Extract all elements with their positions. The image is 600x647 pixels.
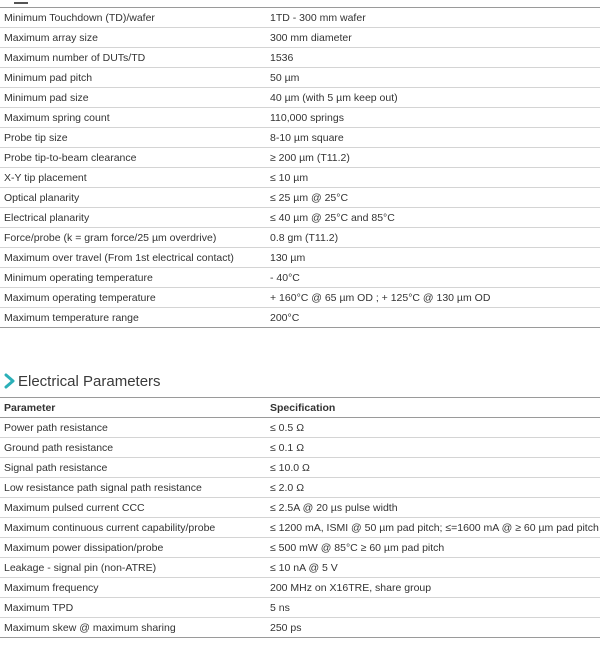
mechanical-parameters-body	[0, 8, 600, 328]
specification-cell: 300 mm diameter	[266, 28, 600, 48]
chevron-right-icon	[3, 373, 16, 389]
table-row	[0, 108, 600, 128]
table-header-row	[0, 398, 600, 418]
mechanical-parameters-table	[0, 7, 600, 328]
specification-cell: ≤ 10 nA @ 5 V	[266, 558, 600, 578]
table-row	[0, 48, 600, 68]
specification-cell: 110,000 springs	[266, 108, 600, 128]
parameter-cell: Power path resistance	[0, 418, 266, 438]
parameter-cell: Low resistance path signal path resistance	[0, 478, 266, 498]
specification-cell: ≤ 0.1 Ω	[266, 438, 600, 458]
specification-cell: ≤ 10 µm	[266, 168, 600, 188]
table-row	[0, 498, 600, 518]
parameter-cell: Leakage - signal pin (non-ATRE)	[0, 558, 266, 578]
specification-cell: ≤ 40 µm @ 25°C and 85°C	[266, 208, 600, 228]
specification-cell: ≤ 25 µm @ 25°C	[266, 188, 600, 208]
parameter-cell: Signal path resistance	[0, 458, 266, 478]
table-row	[0, 128, 600, 148]
table-row	[0, 478, 600, 498]
parameter-cell: Maximum frequency	[0, 578, 266, 598]
parameter-cell: Maximum skew @ maximum sharing	[0, 618, 266, 638]
table-row	[0, 168, 600, 188]
table-row	[0, 518, 600, 538]
specification-cell: 250 ps	[266, 618, 600, 638]
electrical-title-text: Electrical Parameters	[18, 372, 161, 390]
specification-cell: ≤ 0.5 Ω	[266, 418, 600, 438]
table-row	[0, 88, 600, 108]
table-row	[0, 248, 600, 268]
parameter-cell: Electrical planarity	[0, 208, 266, 228]
parameter-cell: Optical planarity	[0, 188, 266, 208]
specification-cell: 50 µm	[266, 68, 600, 88]
specification-cell: 0.8 gm (T11.2)	[266, 228, 600, 248]
specification-cell: - 40°C	[266, 268, 600, 288]
cut-off-heading	[0, 0, 600, 4]
specification-cell: ≤ 500 mW @ 85°C ≥ 60 µm pad pitch	[266, 538, 600, 558]
specification-cell: ≤ 2.0 Ω	[266, 478, 600, 498]
table-row	[0, 268, 600, 288]
parameter-cell: Maximum array size	[0, 28, 266, 48]
parameter-cell: X-Y tip placement	[0, 168, 266, 188]
parameter-cell: Minimum Touchdown (TD)/wafer	[0, 8, 266, 28]
table-row	[0, 578, 600, 598]
parameter-cell: Minimum pad size	[0, 88, 266, 108]
specification-cell: 130 µm	[266, 248, 600, 268]
specification-cell: + 160°C @ 65 µm OD ; + 125°C @ 130 µm OD	[266, 288, 600, 308]
table-row	[0, 438, 600, 458]
table-row	[0, 68, 600, 88]
specification-cell: 8-10 µm square	[266, 128, 600, 148]
table-row	[0, 538, 600, 558]
table-row	[0, 8, 600, 28]
specification-cell: ≤ 10.0 Ω	[266, 458, 600, 478]
parameter-cell: Minimum operating temperature	[0, 268, 266, 288]
table-row	[0, 188, 600, 208]
specification-cell: 5 ns	[266, 598, 600, 618]
specification-cell: 200 MHz on X16TRE, share group	[266, 578, 600, 598]
table-row	[0, 28, 600, 48]
parameter-cell: Probe tip-to-beam clearance	[0, 148, 266, 168]
electrical-parameters-table	[0, 397, 600, 638]
table-row	[0, 618, 600, 638]
table-row	[0, 458, 600, 478]
specification-cell: 1TD - 300 mm wafer	[266, 8, 600, 28]
table-row	[0, 558, 600, 578]
specification-cell: 1536	[266, 48, 600, 68]
parameter-cell: Maximum pulsed current CCC	[0, 498, 266, 518]
table-row	[0, 418, 600, 438]
specification-cell: ≤ 2.5A @ 20 µs pulse width	[266, 498, 600, 518]
table-row	[0, 148, 600, 168]
header-specification: Specification	[266, 398, 600, 418]
table-row	[0, 208, 600, 228]
cut-off-heading-mark	[14, 0, 28, 4]
table-row	[0, 288, 600, 308]
parameter-cell: Maximum continuous current capability/probe	[0, 518, 266, 538]
specification-cell: 200°C	[266, 308, 600, 328]
parameter-cell: Maximum number of DUTs/TD	[0, 48, 266, 68]
specification-cell: ≤ 1200 mA, ISMI @ 50 µm pad pitch; ≤=1600 mA @ ≥ 60 µm pad pitch	[266, 518, 600, 538]
parameter-cell: Maximum spring count	[0, 108, 266, 128]
parameter-cell: Maximum over travel (From 1st electrical contact)	[0, 248, 266, 268]
parameter-cell: Maximum operating temperature	[0, 288, 266, 308]
parameter-cell: Force/probe (k = gram force/25 µm overdrive)	[0, 228, 266, 248]
table-row	[0, 228, 600, 248]
specification-cell: 40 µm (with 5 µm keep out)	[266, 88, 600, 108]
section-title-electrical	[3, 370, 161, 392]
electrical-parameters-body	[0, 418, 600, 638]
parameter-cell: Ground path resistance	[0, 438, 266, 458]
parameter-cell: Probe tip size	[0, 128, 266, 148]
header-parameter: Parameter	[0, 398, 266, 418]
table-row	[0, 308, 600, 328]
table-row	[0, 598, 600, 618]
parameter-cell: Maximum power dissipation/probe	[0, 538, 266, 558]
parameter-cell: Minimum pad pitch	[0, 68, 266, 88]
specification-cell: ≥ 200 µm (T11.2)	[266, 148, 600, 168]
parameter-cell: Maximum temperature range	[0, 308, 266, 328]
parameter-cell: Maximum TPD	[0, 598, 266, 618]
